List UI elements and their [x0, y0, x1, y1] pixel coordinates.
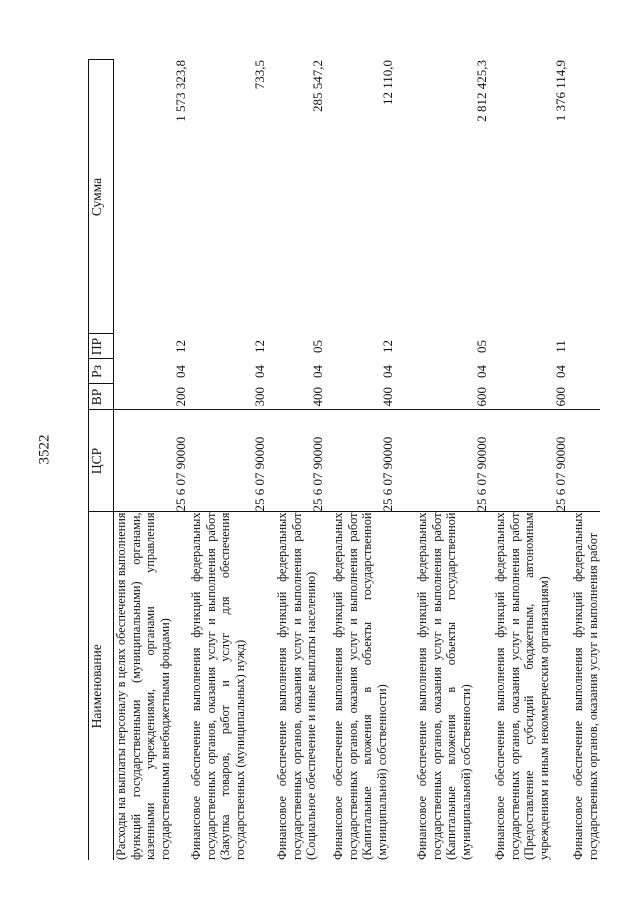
row-csr: 25 6 07 90000 [331, 410, 415, 512]
row-csr: 25 6 07 90000 [275, 410, 331, 512]
budget-table [88, 60, 600, 861]
table-header-row [89, 60, 114, 860]
row-sum: 1 573 323,8 [173, 60, 188, 122]
row-vr: 200 [173, 387, 188, 407]
row-rz: 04 [173, 365, 188, 378]
row-rz [571, 359, 600, 384]
row-pr: 05 [474, 340, 489, 353]
page-number: 3522 [36, 434, 53, 465]
budget-table-rotated [88, 60, 600, 860]
row-vr: 300 [252, 387, 267, 407]
row-sum: 733,5 [252, 60, 267, 90]
row-rz: 04 [252, 365, 267, 378]
table-row [189, 60, 275, 860]
row-sum: 285 547,2 [310, 60, 325, 112]
row-name: Финансовое обеспечение выполнения функций федеральных государственных органов, оказания услуг и выполнения работ (Закупка товаров, работ и услуг для обеспечения государственных (муниципальных) нужд) [189, 512, 275, 860]
row-pr: 11 [553, 340, 568, 353]
table-row [114, 60, 190, 860]
row-sum: 12 110,0 [380, 60, 395, 106]
row-name: Финансовое обеспечение выполнения функций федеральных государственных органов, оказания услуг и выполнения работ (Капитальные вложения в объекты государственной (муниципальной) собственности) [331, 512, 415, 860]
row-rz: 04 [474, 365, 489, 378]
table-row [331, 60, 415, 860]
row-csr: 25 6 07 90000 [415, 410, 493, 512]
row-pr: 12 [252, 340, 267, 353]
table-row [571, 60, 600, 860]
row-csr [571, 410, 600, 512]
row-csr: 25 6 07 90000 [114, 410, 190, 512]
row-rz: 04 [310, 365, 325, 378]
row-vr: 400 [310, 387, 325, 407]
row-rz: 04 [553, 365, 568, 378]
header-vr: ВР [89, 384, 114, 410]
header-csr: ЦСР [89, 410, 114, 512]
row-sum: 1 376 114,9 [553, 60, 568, 122]
row-name: (Расходы на выплаты персоналу в целях обеспечения выполнения функций государственными (муниципальными) органами, казенными учреждениями, органами управления государственными внебюджетными фондами) [114, 512, 190, 860]
header-sum: Сумма [89, 60, 114, 334]
row-name: Финансовое обеспечение выполнения функций федеральных государственных органов, оказания услуг и выполнения работ [571, 512, 600, 860]
row-csr: 25 6 07 90000 [189, 410, 275, 512]
row-vr: 600 [553, 387, 568, 407]
header-name: Наименование [89, 512, 114, 860]
row-name: Финансовое обеспечение выполнения функций федеральных государственных органов, оказания услуг и выполнения работ (Капитальные вложения в объекты государственной (муниципальной) собственности) [415, 512, 493, 860]
row-pr: 12 [173, 340, 188, 353]
row-vr: 600 [474, 387, 489, 407]
row-vr [571, 384, 600, 410]
table-row [493, 60, 571, 860]
row-name: Финансовое обеспечение выполнения функций федеральных государственных органов, оказания услуг и выполнения работ (Предоставление субсидий бюджетным, автономным учреждениям и иным некоммерческим организациям) [493, 512, 571, 860]
row-sum [571, 60, 600, 334]
row-rz: 04 [380, 365, 395, 378]
row-name: Финансовое обеспечение выполнения функций федеральных государственных органов, оказания услуг и выполнения работ (Социальное обеспечение и иные выплаты населению) [275, 512, 331, 860]
table-row [415, 60, 493, 860]
row-pr: 12 [380, 340, 395, 353]
row-pr [571, 334, 600, 359]
row-pr: 05 [310, 340, 325, 353]
row-csr: 25 6 07 90000 [493, 410, 571, 512]
header-rz: Рз [89, 359, 114, 384]
row-vr: 400 [380, 387, 395, 407]
table-row [275, 60, 331, 860]
header-pr: ПР [89, 334, 114, 359]
row-sum: 2 812 425,3 [474, 60, 489, 122]
